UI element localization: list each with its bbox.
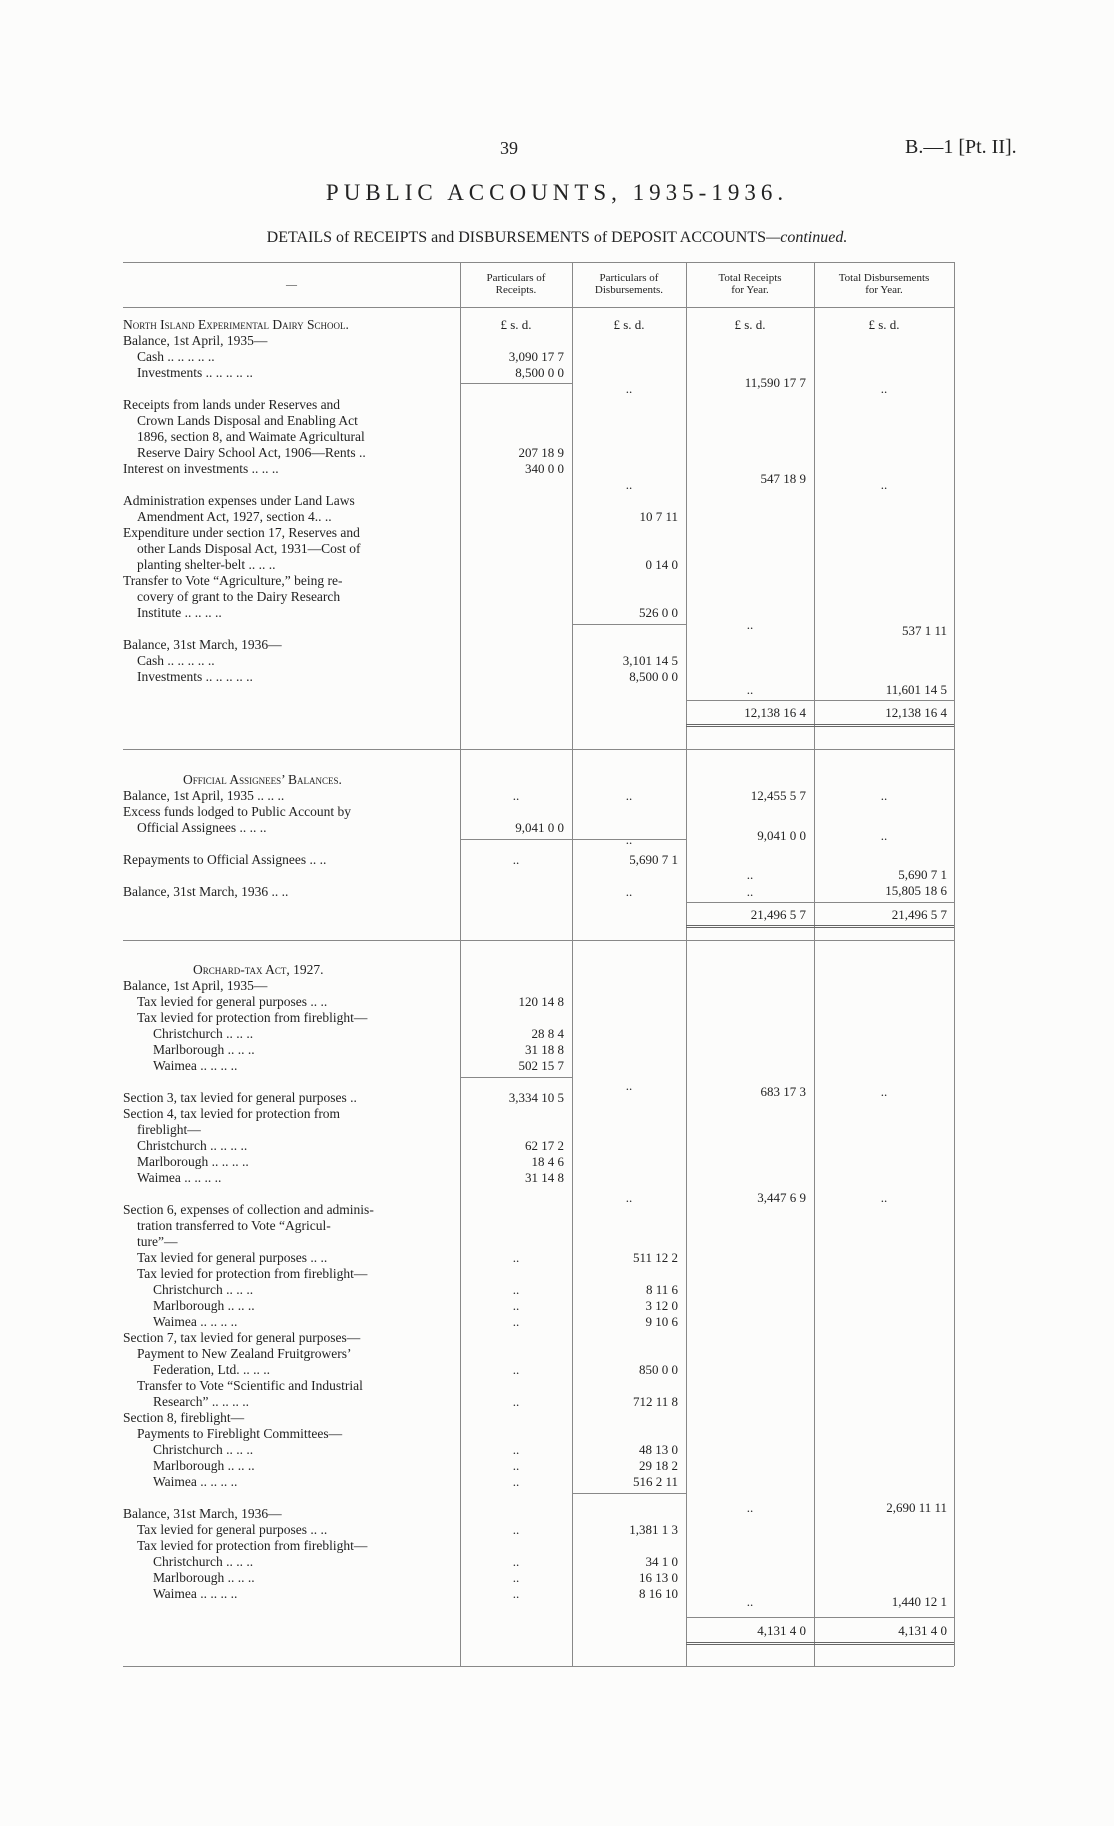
line-item: fireblight— [137,1122,201,1137]
line-item: Cash .. .. .. .. .. [137,653,215,668]
line-item: Tax levied for general purposes .. .. [137,1250,328,1265]
col-header-total-receipts: Total Receipts for Year. [718,272,782,296]
line-item: Waimea .. .. .. .. [153,1586,238,1601]
section-heading: Official Assignees’ Balances. [183,772,342,787]
line-item: tration transferred to Vote “Agricul- [137,1218,331,1233]
line-item: Crown Lands Disposal and Enabling Act [137,413,358,428]
disbursement-value: 526 0 0 [639,605,678,620]
grand-total-rule [686,1642,954,1645]
line-item: Section 8, fireblight— [123,1410,245,1425]
line-item: Section 4, tax levied for protection from [123,1106,341,1121]
line-item: Waimea .. .. .. .. [153,1314,238,1329]
currency-header-receipts: £ s. d. [500,317,532,332]
empty-marker: .. [512,1362,520,1377]
total-receipt-value: 12,455 5 7 [750,788,806,803]
empty-marker: .. [880,828,888,843]
line-item: Marlborough .. .. .. [153,1458,255,1473]
disbursement-value: 5,690 7 1 [629,852,678,867]
disbursement-value: 34 1 0 [645,1554,678,1569]
table-bottom-rule [123,1666,954,1667]
receipt-value: 31 14 8 [525,1170,564,1185]
total-receipt-value: 11,590 17 7 [744,375,806,390]
grand-total-rule [686,724,954,727]
section-rule-1 [123,749,954,750]
line-item: Christchurch .. .. .. [153,1554,254,1569]
empty-marker: .. [746,617,754,632]
empty-marker: .. [880,381,888,396]
total-rule [686,1617,954,1618]
receipt-value: 9,041 0 0 [515,820,564,835]
empty-marker: .. [512,1570,520,1585]
line-item: Reserve Dairy School Act, 1906—Rents .. [137,445,366,460]
total-disbursement-value: 15,805 18 6 [885,883,947,898]
line-item: Transfer to Vote “Agriculture,” being re- [123,573,343,588]
empty-marker: .. [512,1442,520,1457]
table-top-rule [123,262,954,263]
empty-marker: .. [512,1586,520,1601]
disbursement-value: 3,101 14 5 [622,653,678,668]
receipt-value: 28 8 4 [531,1026,564,1041]
disbursement-value: 8 11 6 [645,1282,678,1297]
line-item: Balance, 1st April, 1935 .. .. .. [123,788,285,803]
disbursement-value: 8 16 10 [639,1586,678,1601]
empty-marker: .. [746,682,754,697]
receipt-value: 340 0 0 [525,461,564,476]
line-item: Investments .. .. .. .. .. [137,669,253,684]
line-item: covery of grant to the Dairy Research [137,589,341,604]
disbursement-value: 1,381 1 3 [629,1522,678,1537]
disbursement-value: 3 12 0 [645,1298,678,1313]
line-item: Waimea .. .. .. .. [153,1474,238,1489]
line-item: Christchurch .. .. .. [153,1442,254,1457]
subtitle-main: DETAILS of RECEIPTS and DISBURSEMENTS of DEPOSIT ACCOUNTS [266,229,766,246]
empty-marker: .. [512,1250,520,1265]
line-item: Cash .. .. .. .. .. [137,349,215,364]
line-item: Balance, 31st March, 1936 .. .. [123,884,289,899]
line-item: ture”— [137,1234,178,1249]
col-header-particulars: — [286,279,297,291]
line-item: Investments .. .. .. .. .. [137,365,253,380]
line-item: Marlborough .. .. .. .. [137,1154,249,1169]
subtotal-rule [572,1493,686,1494]
line-item: Transfer to Vote “Scientific and Industrial [137,1378,363,1393]
line-item: 1896, section 8, and Waimate Agricultural [137,429,365,444]
line-item: Tax levied for protection from fireblight— [137,1266,368,1281]
empty-marker: .. [880,788,888,803]
empty-marker: .. [880,1190,888,1205]
line-item: Christchurch .. .. .. .. [137,1138,248,1153]
total-receipt-value: 9,041 0 0 [757,828,806,843]
line-item: other Lands Disposal Act, 1931—Cost of [137,541,361,556]
line-item: Interest on investments .. .. .. [123,461,279,476]
empty-marker: .. [880,477,888,492]
section-heading: Orchard-tax Act, 1927. [193,962,324,977]
total-disbursement-grand: 12,138 16 4 [885,705,947,720]
line-item: Section 3, tax levied for general purposes .. [123,1090,357,1105]
total-receipt-grand: 4,131 4 0 [757,1623,806,1638]
line-item: Balance, 31st March, 1936— [123,1506,282,1521]
line-item: Balance, 1st April, 1935— [123,978,268,993]
receipt-value: 502 15 7 [518,1058,564,1073]
empty-marker: .. [746,884,754,899]
page-title: PUBLIC ACCOUNTS, 1935-1936. [325,180,789,205]
line-item: Marlborough .. .. .. [153,1570,255,1585]
subtotal-rule [572,624,686,625]
disbursement-value: 850 0 0 [639,1362,678,1377]
empty-marker: .. [512,1458,520,1473]
total-receipt-value: 683 17 3 [760,1084,806,1099]
total-receipt-grand: 12,138 16 4 [744,705,806,720]
total-disbursement-value: 5,690 7 1 [898,867,947,882]
empty-marker: .. [625,1078,633,1093]
total-rule [686,902,954,903]
currency-header-disbursements: £ s. d. [613,317,645,332]
disbursement-value: 516 2 11 [632,1474,678,1489]
col-header-total-disbursements: Total Disbursements for Year. [838,272,930,296]
line-item: Administration expenses under Land Laws [123,493,355,508]
receipt-value: 31 18 8 [525,1042,564,1057]
disbursement-value: 16 13 0 [639,1570,678,1585]
line-item: Tax levied for general purposes .. .. [137,1522,328,1537]
subtotal-rule [460,383,572,384]
empty-marker: .. [625,477,633,492]
line-item: Amendment Act, 1927, section 4.. .. [137,509,332,524]
empty-marker: .. [625,1190,633,1205]
line-item: Payment to New Zealand Fruitgrowers’ [137,1346,352,1361]
total-disbursement-value: 537 1 11 [901,623,947,638]
line-item: Research” .. .. .. .. [153,1394,249,1409]
empty-marker: .. [512,1474,520,1489]
empty-marker: .. [512,1314,520,1329]
line-item: Expenditure under section 17, Reserves and [123,525,360,540]
total-disbursement-value: 2,690 11 11 [886,1500,947,1515]
empty-marker: .. [512,788,520,803]
line-item: Section 7, tax levied for general purposes— [123,1330,361,1345]
header-rule [123,307,954,308]
total-receipt-value: 547 18 9 [760,471,806,486]
empty-marker: .. [625,788,633,803]
line-item: Tax levied for general purposes .. .. [137,994,328,1009]
line-item: Receipts from lands under Reserves and [123,397,341,412]
receipt-value: 3,334 10 5 [508,1090,564,1105]
col-header-disbursements: Particulars of Disbursements. [594,272,664,296]
disbursement-value: 8,500 0 0 [629,669,678,684]
receipt-value: 8,500 0 0 [515,365,564,380]
empty-marker: .. [512,1522,520,1537]
total-disbursement-grand: 4,131 4 0 [898,1623,947,1638]
line-item: Waimea .. .. .. .. [137,1170,222,1185]
line-item: planting shelter-belt .. .. .. [137,557,276,572]
disbursement-value: 0 14 0 [645,557,678,572]
page-subtitle [0,229,1114,247]
line-item: Federation, Ltd. .. .. .. [153,1362,270,1377]
empty-marker: .. [512,1282,520,1297]
line-item: Payments to Fireblight Committees— [137,1426,343,1441]
empty-marker: .. [625,381,633,396]
total-disbursement-value: 1,440 12 1 [891,1594,947,1609]
disbursement-value: 48 13 0 [639,1442,678,1457]
col-divider-4 [814,262,815,1666]
receipt-value: 207 18 9 [518,445,564,460]
col-header-receipts: Particulars of Receipts. [486,272,546,296]
total-disbursement-value: 11,601 14 5 [885,682,947,697]
empty-marker: .. [746,867,754,882]
receipt-value: 3,090 17 7 [508,349,564,364]
empty-marker: .. [625,884,633,899]
line-item: Excess funds lodged to Public Account by [123,804,351,819]
line-item: Tax levied for protection from fireblight— [137,1010,368,1025]
total-disbursement-grand: 21,496 5 7 [891,907,947,922]
empty-marker: .. [746,1500,754,1515]
disbursement-value: 10 7 11 [639,509,678,524]
section-heading: North Island Experimental Dairy School. [123,317,349,332]
grand-total-rule [686,925,954,928]
line-item: Institute .. .. .. .. [137,605,222,620]
line-item: Marlborough .. .. .. [153,1042,255,1057]
receipt-value: 120 14 8 [518,994,564,1009]
currency-header-total-disbursements: £ s. d. [868,317,900,332]
line-item: Repayments to Official Assignees .. .. [123,852,327,867]
empty-marker: .. [880,1084,888,1099]
empty-marker: .. [625,832,633,847]
receipt-value: 18 4 6 [531,1154,564,1169]
document-reference: B.—1 [Pt. II]. [905,136,1017,158]
receipt-value: 62 17 2 [525,1138,564,1153]
line-item: Balance, 31st March, 1936— [123,637,282,652]
empty-marker: .. [512,1298,520,1313]
empty-marker: .. [512,852,520,867]
accounts-table [123,262,954,1666]
table-right-edge [954,262,955,1666]
disbursement-value: 511 12 2 [632,1250,678,1265]
disbursement-value: 29 18 2 [639,1458,678,1473]
disbursement-value: 9 10 6 [645,1314,678,1329]
section-rule-2 [123,940,954,941]
empty-marker: .. [512,1394,520,1409]
line-item: Tax levied for protection from fireblight— [137,1538,368,1553]
line-item: Marlborough .. .. .. [153,1298,255,1313]
empty-marker: .. [746,1594,754,1609]
empty-marker: .. [512,1554,520,1569]
total-receipt-value: 3,447 6 9 [757,1190,806,1205]
currency-header-total-receipts: £ s. d. [734,317,766,332]
subtotal-rule [460,1077,572,1078]
line-item: Christchurch .. .. .. [153,1282,254,1297]
line-item: Section 6, expenses of collection and adminis- [123,1202,374,1217]
total-receipt-grand: 21,496 5 7 [750,907,806,922]
total-rule [686,700,954,701]
line-item: Waimea .. .. .. .. [153,1058,238,1073]
subtitle-continued: —continued. [766,229,848,246]
line-item: Official Assignees .. .. .. [137,820,267,835]
line-item: Christchurch .. .. .. [153,1026,254,1041]
line-item: Balance, 1st April, 1935— [123,333,268,348]
page-number: 39 [500,138,518,158]
disbursement-value: 712 11 8 [632,1394,678,1409]
